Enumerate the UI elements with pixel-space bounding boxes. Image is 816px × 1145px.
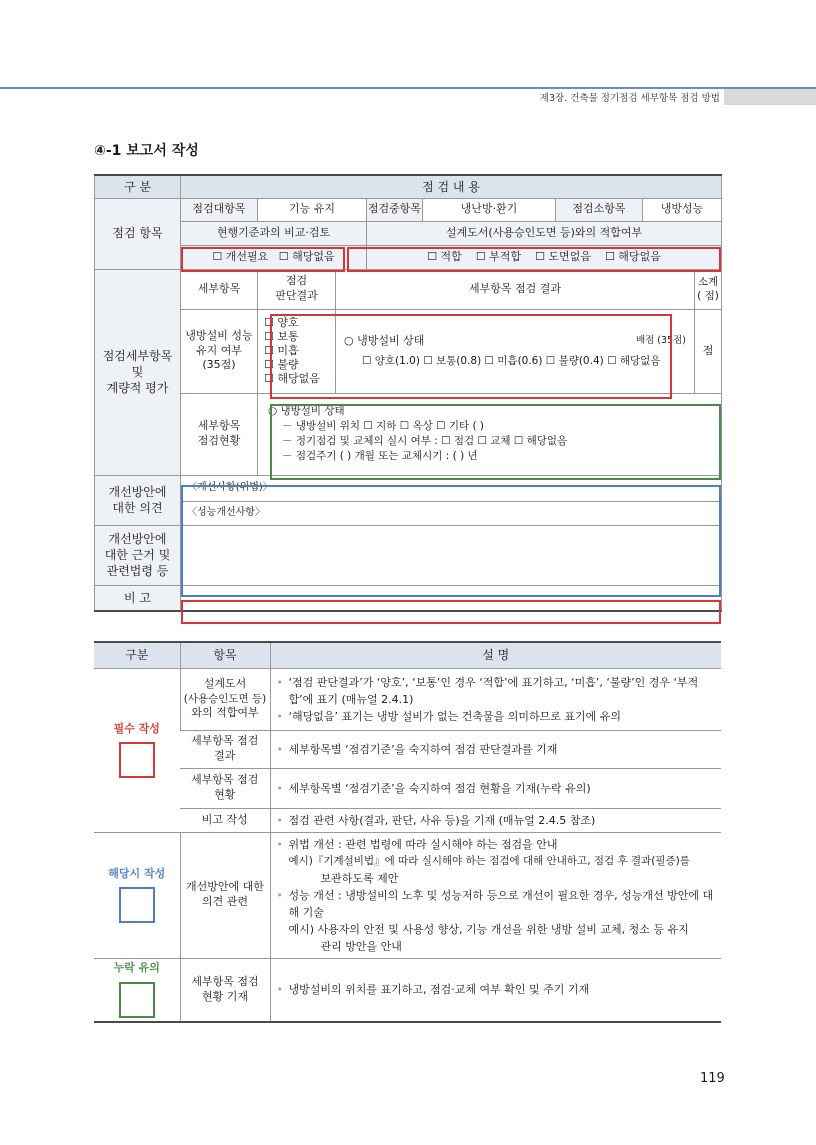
status-line-4[interactable]: － 점검주기 ( ) 개월 또는 교체시기 : ( ) 년 bbox=[282, 450, 478, 462]
result-title: ○ 냉방설비 상태 bbox=[344, 334, 425, 347]
design-options bbox=[367, 245, 722, 269]
guide-table bbox=[94, 641, 721, 1023]
omission-legend-box bbox=[119, 982, 155, 1018]
subtotal-header: 소계 ( 점) bbox=[695, 269, 722, 309]
mid-item-value: 냉난방·환기 bbox=[423, 198, 556, 221]
current-options bbox=[181, 245, 367, 269]
remarks-desc: • 점검 관련 사항(결과, 판단, 사유 등)을 기재 (매뉴얼 2.4.5 참조) bbox=[270, 808, 721, 832]
result-options[interactable]: ☐ 양호(1.0) ☐ 보통(0.8) ☐ 미흡(0.6) ☐ 불량(0.4) ☐ 해당없음 bbox=[362, 355, 661, 367]
status-line-3[interactable]: － 정기점검 및 교체의 실시 여부 : ☐ 점검 ☐ 교체 ☐ 해당없음 bbox=[282, 435, 568, 447]
header-tab bbox=[724, 89, 816, 105]
section-title: ④-1 보고서 작성 bbox=[94, 143, 199, 159]
conditional-tag: 해당시 작성 bbox=[108, 866, 166, 880]
eval-label: 점검세부항목 및 계량적 평가 bbox=[95, 269, 181, 475]
item-name: 냉방설비 성능 유지 여부 (35점) bbox=[181, 309, 258, 393]
result-desc: • 세부항목별 ‘점검기준’을 숙지하여 점검 판단결과를 기재 bbox=[270, 730, 721, 768]
judge-bad[interactable]: ☐ 불량 bbox=[264, 358, 299, 371]
opinion-label: 개선방안에 대한 의견 bbox=[95, 475, 181, 525]
result-item: 세부항목 점검 결과 bbox=[180, 730, 270, 768]
chapter-header: 제3장. 건축물 정기점검 세부항목 점검 방법 bbox=[539, 93, 720, 104]
inspection-item-label: 점검 항목 bbox=[95, 198, 181, 269]
guide-header-item: 항목 bbox=[180, 642, 270, 668]
major-item-value: 기능 유지 bbox=[258, 198, 367, 221]
guide-header-category: 구분 bbox=[94, 642, 180, 668]
option-suitable[interactable]: ☐ 적합 bbox=[427, 249, 462, 263]
design-item: 설계도서 (사용승인도면 등) 와의 적합여부 bbox=[180, 668, 270, 730]
opinion-violation[interactable]: 〈개선사항(위법)〉 bbox=[181, 475, 722, 501]
judge-na[interactable]: ☐ 해당없음 bbox=[264, 372, 320, 385]
opinion-item: 개선방안에 대한 의견 관련 bbox=[180, 832, 270, 958]
report-form-table bbox=[94, 174, 722, 612]
judge-poor[interactable]: ☐ 미흡 bbox=[264, 344, 299, 357]
mid-item-label: 점검중항목 bbox=[367, 198, 423, 221]
minor-item-label: 점검소항목 bbox=[556, 198, 643, 221]
header-rule bbox=[0, 87, 816, 89]
major-item-label: 점검대항목 bbox=[181, 198, 258, 221]
option-needs-improvement[interactable]: ☐ 개선필요 bbox=[212, 249, 269, 263]
page-number: 119 bbox=[700, 1071, 725, 1086]
conditional-tag-cell bbox=[94, 832, 180, 958]
judge-good[interactable]: ☐ 양호 bbox=[264, 316, 299, 329]
option-design-not-applicable[interactable]: ☐ 해당없음 bbox=[604, 249, 661, 263]
status-desc: • 세부항목별 ‘점검기준’을 숙지하여 점검 현황을 기재(누락 유의) bbox=[270, 768, 721, 808]
subtotal-unit: 점 bbox=[695, 309, 722, 393]
status-line-2[interactable]: － 냉방설비 위치 ☐ 지하 ☐ 옥상 ☐ 기타 ( ) bbox=[282, 420, 485, 432]
judge-header: 점검 판단결과 bbox=[258, 269, 336, 309]
remarks-label: 비 고 bbox=[95, 585, 181, 611]
conditional-legend-box bbox=[119, 887, 155, 923]
required-legend-box bbox=[119, 742, 155, 778]
judge-fair[interactable]: ☐ 보통 bbox=[264, 330, 299, 343]
omission-tag-cell bbox=[94, 958, 180, 1022]
basis-cell[interactable] bbox=[181, 525, 722, 585]
judge-options bbox=[258, 309, 336, 393]
status-item: 세부항목 점검 현황 bbox=[180, 768, 270, 808]
result-score: 배점 (35점) bbox=[635, 335, 686, 346]
remarks-item: 비고 작성 bbox=[180, 808, 270, 832]
basis-label: 개선방안에 대한 근거 및 관련법령 등 bbox=[95, 525, 181, 585]
guide-header-desc: 설 명 bbox=[270, 642, 721, 668]
option-no-drawing[interactable]: ☐ 도면없음 bbox=[535, 249, 591, 263]
minor-item-value: 냉방성능 bbox=[643, 198, 722, 221]
result-header: 세부항목 점검 결과 bbox=[336, 269, 695, 309]
header-category: 구 분 bbox=[95, 175, 181, 198]
sub-item-header: 세부항목 bbox=[181, 269, 258, 309]
omission-tag: 누락 유의 bbox=[113, 961, 160, 975]
design-desc: • ‘점검 판단결과’가 ‘양호’, ‘보통’인 경우 ‘적합’에 표기하고, ‘미흡’, ‘불량’인 경우 ‘부적합’에 표기 (매뉴얼 2.4.1) • ‘해당없음’ 표기는 냉방 설비가 없는 건축물을 의미하므로 표기에 유의 bbox=[270, 668, 721, 730]
statusrec-item: 세부항목 점검 현황 기재 bbox=[180, 958, 270, 1022]
result-cell bbox=[336, 309, 695, 393]
status-cell bbox=[258, 393, 722, 475]
compare-current-label: 현행기준과의 비교·검토 bbox=[181, 221, 367, 245]
status-label: 세부항목 점검현황 bbox=[181, 393, 258, 475]
header-content: 점 검 내 용 bbox=[181, 175, 722, 198]
statusrec-desc: • 냉방설비의 위치를 표기하고, 점검·교체 여부 확인 및 주기 기재 bbox=[270, 958, 721, 1022]
opinion-performance[interactable]: 〈성능개선사항〉 bbox=[181, 501, 722, 525]
compare-design-label: 설계도서(사용승인도면 등)와의 적합여부 bbox=[367, 221, 722, 245]
option-unsuitable[interactable]: ☐ 부적합 bbox=[475, 249, 522, 263]
opinion-desc: • 위법 개선 : 관련 법령에 따라 실시해야 하는 점검을 안내 예시)『기계설비법』에 따라 실시해야 하는 점검에 대해 안내하고, 점검 후 결과(필증)를 보관하도록 제안 • 성능 개선 : 냉방설비의 노후 및 성능저하 등으로 개선이 필요한 경우, 성능개선 방안에 대해 기술 예시) 사용자의 안전 및 사용성 향상, 기능 개선을 위한 냉방 설비 교체, 청소 등 유지 관리 방안을 안내 bbox=[270, 832, 721, 958]
option-not-applicable[interactable]: ☐ 해당없음 bbox=[278, 249, 335, 263]
required-tag: 필수 작성 bbox=[113, 721, 160, 735]
status-line-1: ○ 냉방설비 상태 bbox=[268, 405, 345, 417]
required-tag-cell bbox=[94, 668, 180, 832]
remarks-cell[interactable] bbox=[181, 585, 722, 611]
